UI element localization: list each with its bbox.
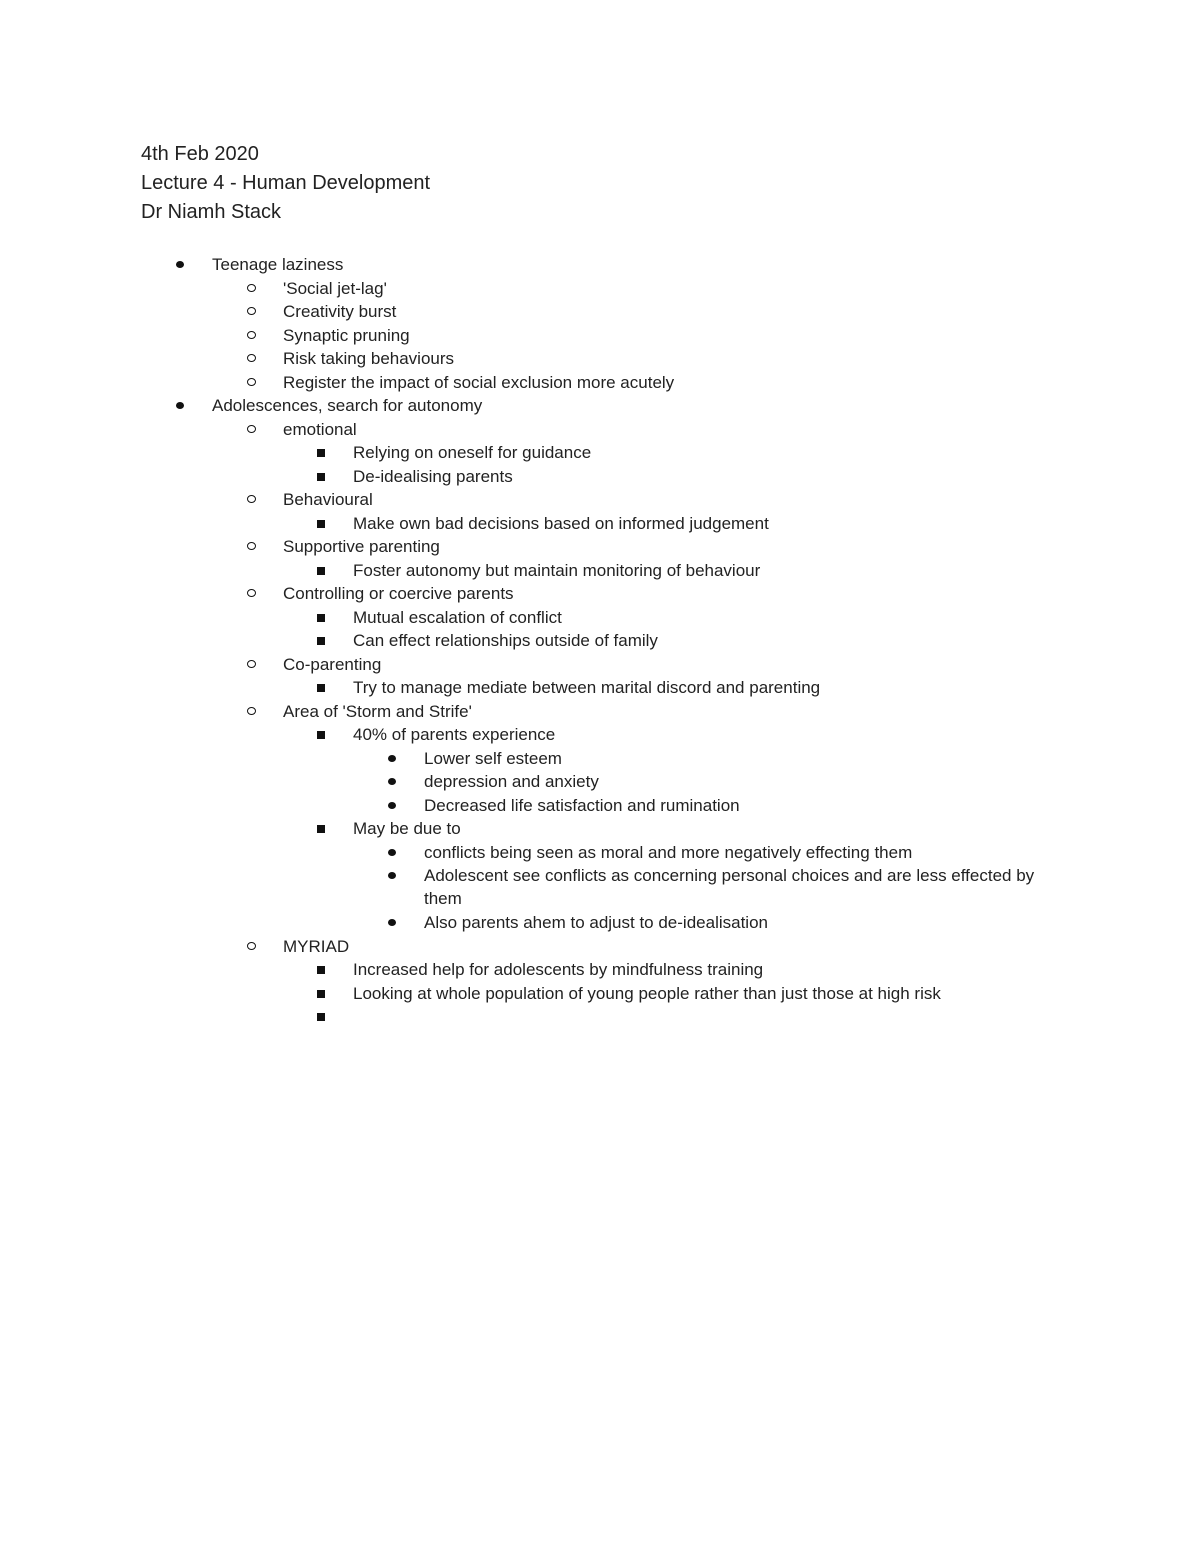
- circle-bullet-icon: [247, 707, 256, 715]
- list-item-text: Increased help for adolescents by mindfulness training: [353, 960, 764, 979]
- list-item-text: Register the impact of social exclusion more acutely: [283, 372, 675, 392]
- list-item: [424, 770, 599, 793]
- disc-bullet-icon: [388, 849, 396, 856]
- list-item: [212, 394, 482, 417]
- list-item-text: Lower self esteem: [424, 748, 562, 768]
- list-item-text: 40% of parents experience: [353, 725, 556, 744]
- list-item-text: Adolescences, search for autonomy: [212, 396, 483, 415]
- list-item: [353, 512, 769, 535]
- list-item: [353, 441, 591, 464]
- list-item: [283, 653, 381, 676]
- disc-bullet-icon: [388, 802, 396, 809]
- list-item: [283, 935, 349, 958]
- list-item: [283, 347, 454, 370]
- list-item-text: Risk taking behaviours: [283, 349, 455, 368]
- list-item-text: emotional: [283, 419, 357, 439]
- list-item: [283, 488, 373, 511]
- lecture-title: Lecture 4 - Human Development: [141, 172, 431, 194]
- list-item-text: Make own bad decisions based on informed judgement: [353, 513, 769, 533]
- list-item-text: Area of 'Storm and Strife': [283, 701, 472, 721]
- list-item: [283, 535, 440, 558]
- list-item: [212, 253, 343, 276]
- list-item: [424, 911, 768, 934]
- disc-bullet-icon: [388, 755, 396, 762]
- list-item-text: Relying on oneself for guidance: [353, 443, 592, 462]
- circle-bullet-icon: [247, 495, 256, 503]
- list-item-text: May be due to: [353, 819, 461, 838]
- disc-bullet-icon: [388, 919, 396, 926]
- square-bullet-icon: [317, 1013, 325, 1021]
- list-item: [353, 465, 513, 488]
- square-bullet-icon: [317, 614, 325, 622]
- list-item-text: conflicts being seen as moral and more negatively effecting them: [424, 842, 913, 862]
- list-item-text: depression and anxiety: [424, 772, 599, 791]
- list-item-text: Controlling or coercive parents: [283, 584, 514, 603]
- disc-bullet-icon: [176, 261, 184, 268]
- circle-bullet-icon: [247, 542, 256, 550]
- square-bullet-icon: [317, 473, 325, 481]
- square-bullet-icon: [317, 731, 325, 739]
- list-item-text: Mutual escalation of conflict: [353, 607, 562, 627]
- circle-bullet-icon: [247, 589, 256, 597]
- list-item: [283, 582, 514, 605]
- circle-bullet-icon: [247, 331, 256, 339]
- list-item-text: Synaptic pruning: [283, 325, 410, 345]
- circle-bullet-icon: [247, 378, 256, 386]
- list-item-text: Foster autonomy but maintain monitoring of behaviour: [353, 560, 761, 580]
- list-item-text: Try to manage mediate between marital discord and parenting: [353, 678, 821, 697]
- list-item: [283, 371, 674, 394]
- disc-bullet-icon: [388, 872, 396, 879]
- list-item-text: Also parents ahem to adjust to de-idealisation: [424, 913, 768, 932]
- list-item: [283, 700, 472, 723]
- list-item-text: MYRIAD: [283, 936, 350, 956]
- list-item-text: Creativity burst: [283, 302, 397, 321]
- list-item: [424, 794, 740, 817]
- list-item: [353, 723, 555, 746]
- list-item-text: Co-parenting: [283, 654, 382, 674]
- square-bullet-icon: [317, 567, 325, 575]
- circle-bullet-icon: [247, 942, 256, 950]
- note-date: 4th Feb 2020: [141, 143, 259, 165]
- list-item: [353, 817, 461, 840]
- list-item-text: 'Social jet-lag': [283, 278, 387, 298]
- list-item-text: Looking at whole population of young people rather than just those at high risk: [353, 983, 941, 1003]
- list-item-text: Can effect relationships outside of family: [353, 631, 658, 650]
- list-item: [283, 324, 410, 347]
- list-item: [283, 277, 387, 300]
- list-item-text: Decreased life satisfaction and rumination: [424, 795, 740, 815]
- square-bullet-icon: [317, 684, 325, 692]
- list-item: [353, 559, 760, 582]
- disc-bullet-icon: [176, 402, 184, 409]
- square-bullet-icon: [317, 966, 325, 974]
- list-item: [353, 958, 763, 981]
- list-item: [353, 606, 562, 629]
- lecturer-name: Dr Niamh Stack: [141, 201, 282, 223]
- square-bullet-icon: [317, 990, 325, 998]
- circle-bullet-icon: [247, 354, 256, 362]
- list-item: [424, 864, 1074, 910]
- list-item-text: Teenage laziness: [212, 255, 344, 274]
- circle-bullet-icon: [247, 425, 256, 433]
- note-header: [141, 140, 430, 227]
- list-item: [283, 418, 357, 441]
- list-item-text: Supportive parenting: [283, 537, 440, 556]
- circle-bullet-icon: [247, 284, 256, 292]
- circle-bullet-icon: [247, 660, 256, 668]
- square-bullet-icon: [317, 520, 325, 528]
- list-item-text: Behavioural: [283, 490, 373, 509]
- circle-bullet-icon: [247, 307, 256, 315]
- list-item-text: Adolescent see conflicts as concerning personal choices and are less effected by them: [424, 866, 1035, 908]
- disc-bullet-icon: [388, 778, 396, 785]
- list-item-text: De-idealising parents: [353, 466, 513, 486]
- list-item: [424, 841, 912, 864]
- list-item: [353, 982, 941, 1005]
- square-bullet-icon: [317, 449, 325, 457]
- square-bullet-icon: [317, 825, 325, 833]
- square-bullet-icon: [317, 637, 325, 645]
- list-item: [353, 629, 658, 652]
- list-item: [353, 676, 820, 699]
- list-item: [424, 747, 562, 770]
- list-item: [283, 300, 396, 323]
